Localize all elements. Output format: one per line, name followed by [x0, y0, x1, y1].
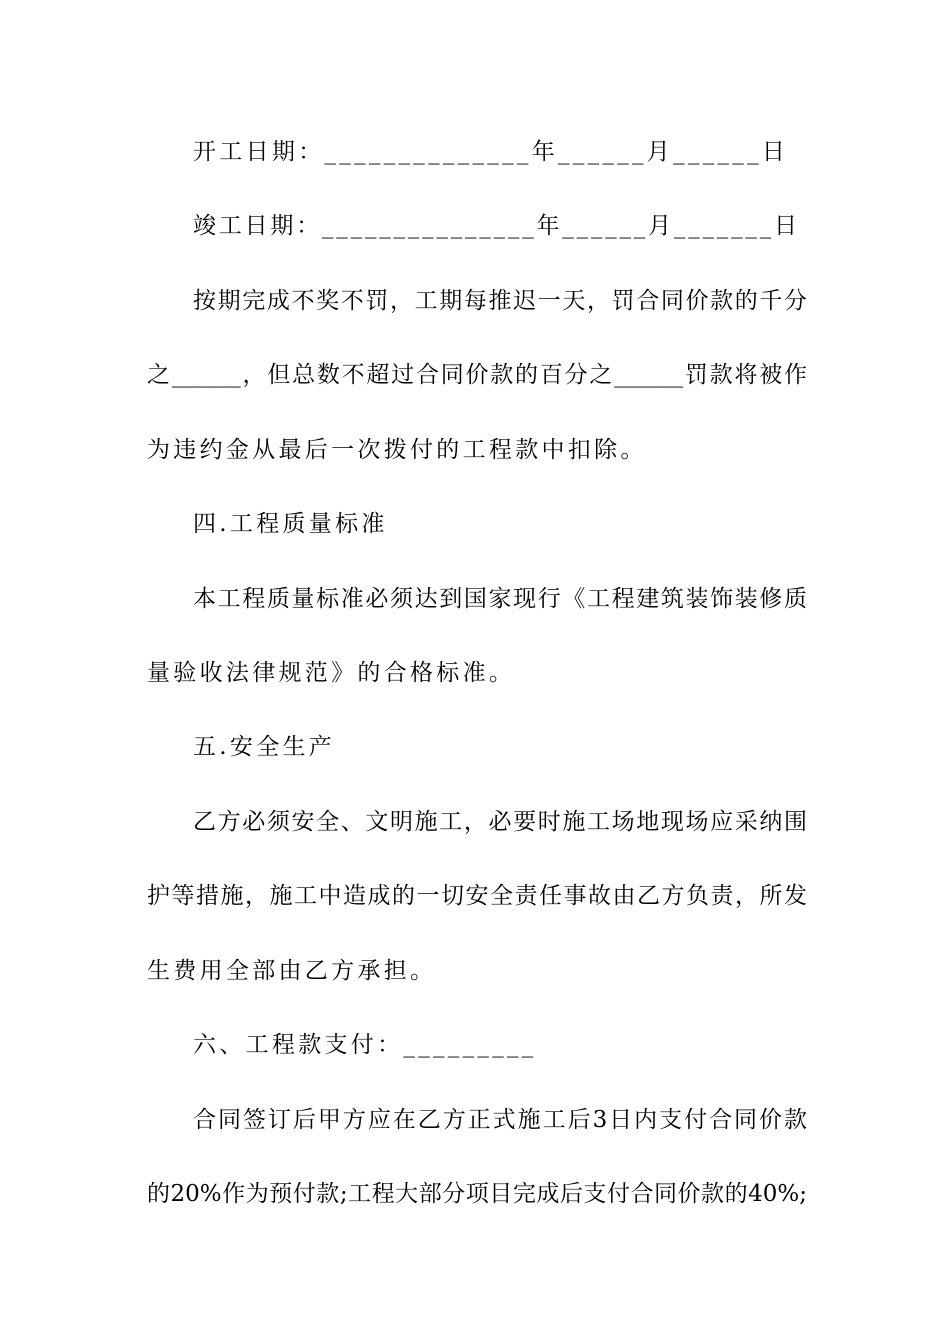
section-heading-payment: 六、工程款支付：_________ [193, 1032, 537, 1058]
section-heading-quality: 四.工程质量标准 [193, 511, 388, 537]
quality-paragraph-line-1: 本工程质量标准必须达到国家现行《工程建筑装饰装修质 [193, 586, 807, 612]
safety-paragraph-line-3: 生费用全部由乙方承担。 [147, 958, 437, 984]
quality-paragraph-line-2: 量验收法律规范》的合格标准。 [147, 660, 516, 686]
start-date-line: 开工日期：______________年______月______日 [193, 139, 789, 165]
safety-paragraph-line-2: 护等措施，施工中造成的一切安全责任事故由乙方负责，所发 [147, 883, 807, 909]
penalty-paragraph-line-1: 按期完成不奖不罚，工期每推迟一天，罚合同价款的千分 [193, 288, 807, 314]
section-heading-safety: 五.安全生产 [193, 734, 336, 760]
safety-paragraph-line-1: 乙方必须安全、文明施工，必要时施工场地现场应采纳围 [193, 809, 807, 835]
payment-paragraph-line-1: 合同签订后甲方应在乙方正式施工后3日内支付合同价款 [193, 1107, 807, 1133]
end-date-line: 竣工日期：_______________年______月_______日 [193, 213, 800, 239]
penalty-paragraph-line-2: 之______，但总数不超过合同价款的百分之______罚款将被作 [147, 362, 807, 388]
penalty-paragraph-line-3: 为违约金从最后一次拨付的工程款中扣除。 [147, 437, 647, 463]
payment-paragraph-line-2: 的20%作为预付款;工程大部分项目完成后支付合同价款的40%; [147, 1181, 807, 1207]
